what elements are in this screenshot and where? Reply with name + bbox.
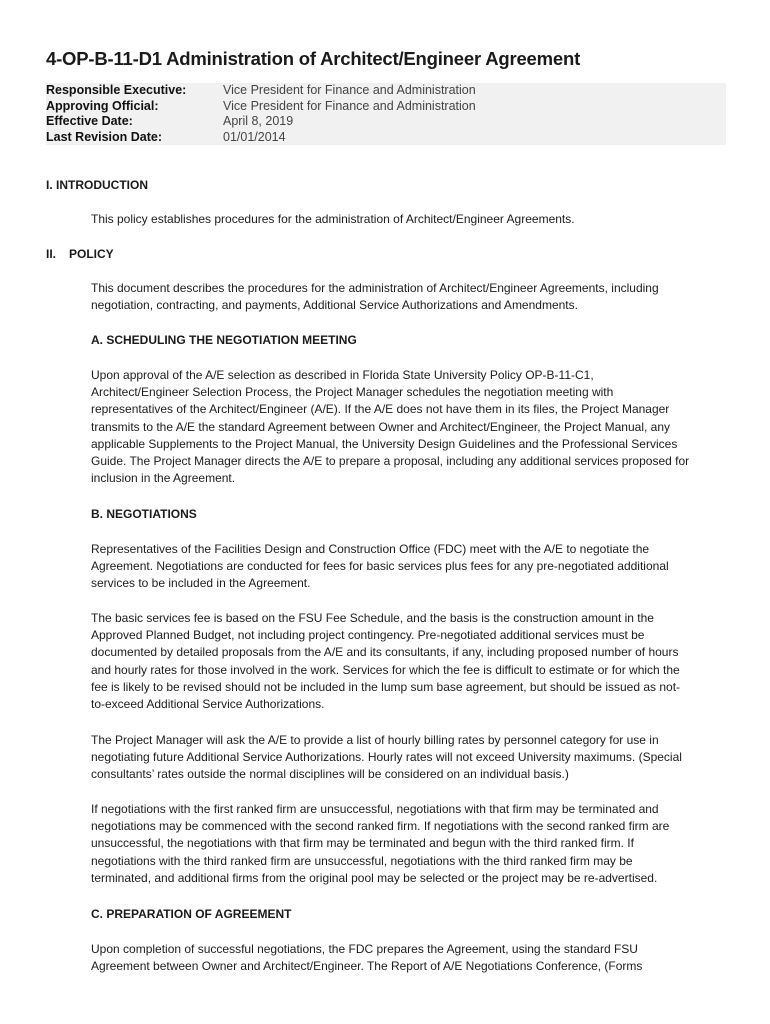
- page-title: 4-OP-B-11-D1 Administration of Architect/Engineer Agreement: [46, 48, 581, 69]
- text-line: Representatives of the Facilities Design and Construction Office (FDC) meet with the A/E to negotiate the: [91, 542, 650, 556]
- text-line: unsuccessful, the negotiations with that firm may be terminated and begun with the third ranked firm. If: [91, 836, 634, 851]
- text-line: inclusion in the Agreement.: [91, 471, 236, 486]
- text-line: applicable Supplements to the Project Manual, the University Design Guidelines and the Professional Services: [91, 436, 678, 451]
- text-line: services to be included in the Agreement.: [91, 576, 311, 591]
- metadata-value: Vice President for Finance and Administration: [223, 98, 476, 113]
- text-line: negotiations with the third ranked firm are unsuccessful, negotiations with the third ranked firm may be: [91, 853, 633, 868]
- negotiations-paragraph-3: [91, 732, 731, 784]
- subsection-heading-scheduling: A. SCHEDULING THE NEGOTIATION MEETING: [91, 333, 357, 347]
- negotiations-paragraph-1: [91, 541, 731, 593]
- negotiations-paragraph-2: [91, 610, 731, 713]
- metadata-row-effective-date: [46, 114, 726, 130]
- metadata-label: Effective Date:: [46, 114, 133, 128]
- metadata-label: Last Revision Date:: [46, 129, 163, 144]
- text-line: representatives of the Architect/Engineer (A/E). If the A/E does not have them in its files, the Project Manager: [91, 402, 670, 417]
- text-line: and hourly rates for those involved in the work. Services for which the fee is difficult to estimate or for which the: [91, 662, 680, 677]
- section-title: POLICY: [69, 247, 114, 261]
- text-line: This policy establishes procedures for the administration of Architect/Engineer Agreements.: [91, 212, 575, 226]
- text-line: documented by detailed proposals from the A/E and its consultants, if any, including proposed number of hours: [91, 645, 679, 660]
- text-line: fee is likely to be revised should not be included in the lump sum base agreement, but should be issued as not-: [91, 679, 681, 694]
- text-line: This document describes the procedures for the administration of Architect/Engineer Agreements, including: [91, 281, 659, 295]
- text-line: to-exceed Additional Service Authorizations.: [91, 697, 325, 712]
- section-heading-introduction: I. INTRODUCTION: [46, 178, 148, 192]
- text-line: Architect/Engineer Selection Process, the Project Manager schedules the negotiation meeting with: [91, 385, 614, 400]
- metadata-value: April 8, 2019: [223, 114, 294, 128]
- policy-paragraph: [91, 280, 731, 314]
- text-line: negotiation, contracting, and payments, Additional Service Authorizations and Amendments.: [91, 298, 578, 313]
- section-heading-policy: [46, 247, 114, 261]
- negotiations-paragraph-4: [91, 801, 731, 887]
- text-line: The basic services fee is based on the FSU Fee Schedule, and the basis is the construction amount in the: [91, 611, 654, 625]
- metadata-label: Approving Official:: [46, 98, 159, 113]
- text-line: Agreement between Owner and Architect/Engineer. The Report of A/E Negotiations Conference, (Forms: [91, 959, 643, 974]
- preparation-paragraph: [91, 941, 731, 975]
- text-line: transmits to the A/E the standard Agreement between Owner and Architect/Engineer, the Project Manual, any: [91, 419, 670, 434]
- subsection-heading-preparation: C. PREPARATION OF AGREEMENT: [91, 907, 292, 921]
- text-line: Approved Planned Budget, not including project contingency. Pre-negotiated additional services must be: [91, 628, 645, 643]
- text-line: The Project Manager will ask the A/E to provide a list of hourly billing rates by personnel category for use in: [91, 733, 659, 747]
- text-line: negotiations may be commenced with the second ranked firm. If negotiations with the second ranked firm are: [91, 819, 670, 834]
- text-line: Agreement. Negotiations are conducted for fees for basic services plus fees for any pre-negotiated additional: [91, 559, 669, 574]
- text-line: consultants’ rates outside the normal disciplines will be considered on an individual basis.): [91, 767, 569, 782]
- text-line: terminated, and additional firms from the original pool may be selected or the project may be re-advertised.: [91, 870, 658, 885]
- policy-metadata-table: [46, 83, 726, 145]
- metadata-row-approving-official: [46, 99, 726, 115]
- introduction-paragraph: [91, 211, 731, 228]
- section-number: II.: [46, 247, 57, 261]
- metadata-row-responsible-executive: [46, 83, 726, 99]
- text-line: Upon approval of the A/E selection as described in Florida State University Policy OP-B-11-C1,: [91, 368, 594, 382]
- text-line: negotiating future Additional Service Authorizations. Hourly rates will not exceed University maximums. (Special: [91, 750, 682, 765]
- metadata-row-last-revision-date: [46, 130, 726, 146]
- text-line: Upon completion of successful negotiations, the FDC prepares the Agreement, using the standard FSU: [91, 942, 638, 956]
- metadata-value: 01/01/2014: [223, 129, 286, 144]
- metadata-label: Responsible Executive:: [46, 83, 187, 97]
- text-line: Guide. The Project Manager directs the A/E to prepare a proposal, including any additional services proposed for: [91, 454, 690, 469]
- scheduling-paragraph: [91, 367, 731, 487]
- subsection-heading-negotiations: B. NEGOTIATIONS: [91, 507, 197, 521]
- metadata-value: Vice President for Finance and Administration: [223, 83, 476, 97]
- text-line: If negotiations with the first ranked firm are unsuccessful, negotiations with that firm may be terminated and: [91, 802, 659, 816]
